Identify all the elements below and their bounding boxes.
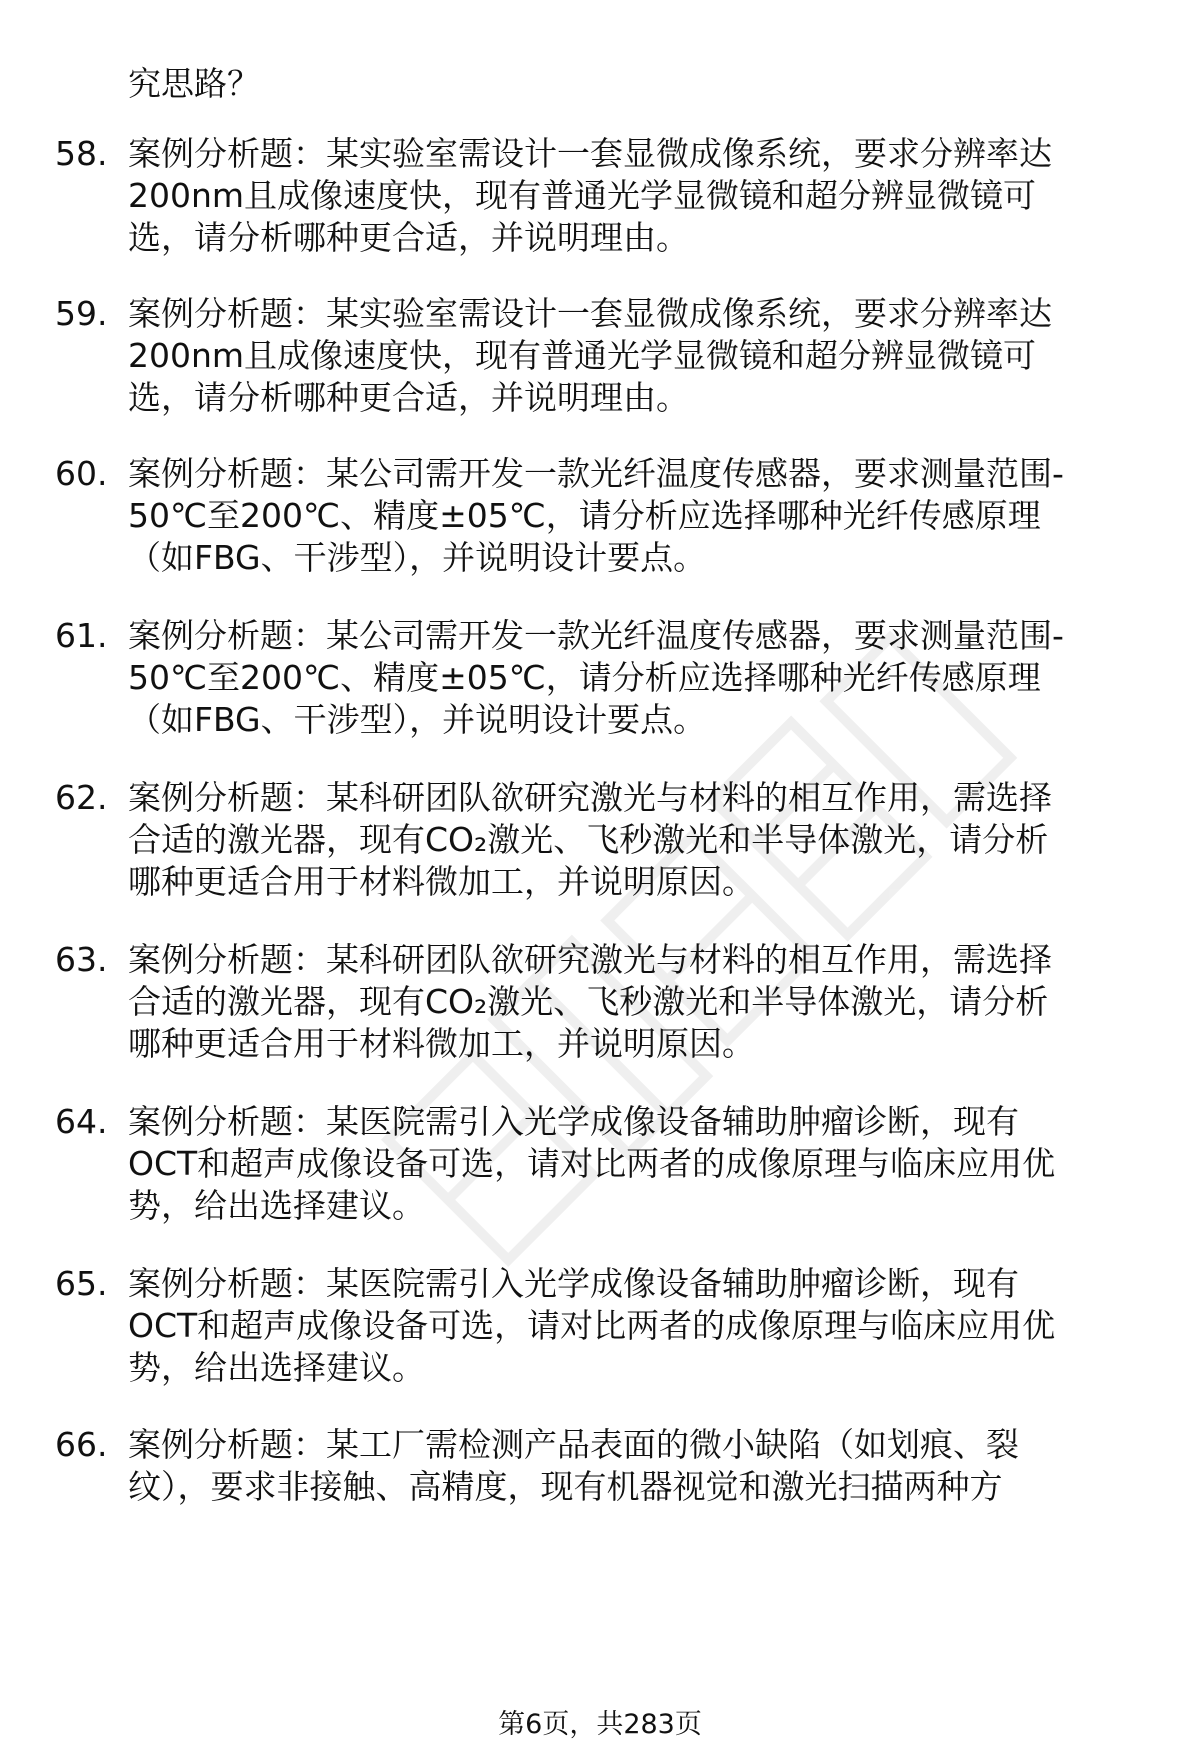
question-text-line: （如FBG、干涉型），并说明设计要点。 — [128, 700, 707, 739]
question-text-line: 案例分析题：某公司需开发一款光纤温度传感器，要求测量范围- — [128, 616, 1064, 655]
question-text-line: 合适的激光器，现有CO₂激光、飞秒激光和半导体激光，请分析 — [128, 820, 1049, 859]
question-number: 58. — [55, 134, 108, 173]
question-text-line: 选，请分析哪种更合适，并说明理由。 — [128, 218, 689, 257]
question-text-line: 势，给出选择建议。 — [128, 1348, 425, 1387]
leading-text: 究思路？ — [128, 64, 260, 103]
question-text-line: 200nm且成像速度快，现有普通光学显微镜和超分辨显微镜可 — [128, 176, 1037, 215]
question-text-line: 哪种更适合用于材料微加工，并说明原因。 — [128, 1024, 755, 1063]
question-text-line: 案例分析题：某科研团队欲研究激光与材料的相互作用，需选择 — [128, 940, 1052, 979]
question-text-line: 案例分析题：某医院需引入光学成像设备辅助肿瘤诊断，现有 — [128, 1264, 1019, 1303]
question-text-line: 哪种更适合用于材料微加工，并说明原因。 — [128, 862, 755, 901]
question-text-line: 纹），要求非接触、高精度，现有机器视觉和激光扫描两种方 — [128, 1467, 1003, 1506]
question-number: 59. — [55, 294, 108, 333]
question-text-line: OCT和超声成像设备可选，请对比两者的成像原理与临床应用优 — [128, 1306, 1056, 1345]
question-number: 64. — [55, 1102, 108, 1141]
question-number: 61. — [55, 616, 108, 655]
question-text-line: 势，给出选择建议。 — [128, 1186, 425, 1225]
question-text-line: 200nm且成像速度快，现有普通光学显微镜和超分辨显微镜可 — [128, 336, 1037, 375]
question-text-line: OCT和超声成像设备可选，请对比两者的成像原理与临床应用优 — [128, 1144, 1056, 1183]
question-number: 60. — [55, 454, 108, 493]
question-text-line: 50℃至200℃、精度±05℃，请分析应选择哪种光纤传感原理 — [128, 496, 1041, 535]
question-text-line: 案例分析题：某实验室需设计一套显微成像系统，要求分辨率达 — [128, 294, 1052, 333]
question-text-line: 案例分析题：某科研团队欲研究激光与材料的相互作用，需选择 — [128, 778, 1052, 817]
question-text-line: 选，请分析哪种更合适，并说明理由。 — [128, 378, 689, 417]
question-text-line: 案例分析题：某公司需开发一款光纤温度传感器，要求测量范围- — [128, 454, 1064, 493]
question-number: 66. — [55, 1425, 108, 1464]
question-text-line: 案例分析题：某医院需引入光学成像设备辅助肿瘤诊断，现有 — [128, 1102, 1019, 1141]
question-text-line: 50℃至200℃、精度±05℃，请分析应选择哪种光纤传感原理 — [128, 658, 1041, 697]
question-text-line: 合适的激光器，现有CO₂激光、飞秒激光和半导体激光，请分析 — [128, 982, 1049, 1021]
question-text-line: （如FBG、干涉型），并说明设计要点。 — [128, 538, 707, 577]
page-number-footer: 第6页，共283页 — [498, 1709, 702, 1740]
question-text-line: 案例分析题：某工厂需检测产品表面的微小缺陷（如划痕、裂 — [128, 1425, 1019, 1464]
question-number: 63. — [55, 940, 108, 979]
question-text-line: 案例分析题：某实验室需设计一套显微成像系统，要求分辨率达 — [128, 134, 1052, 173]
question-number: 65. — [55, 1264, 108, 1303]
question-number: 62. — [55, 778, 108, 817]
